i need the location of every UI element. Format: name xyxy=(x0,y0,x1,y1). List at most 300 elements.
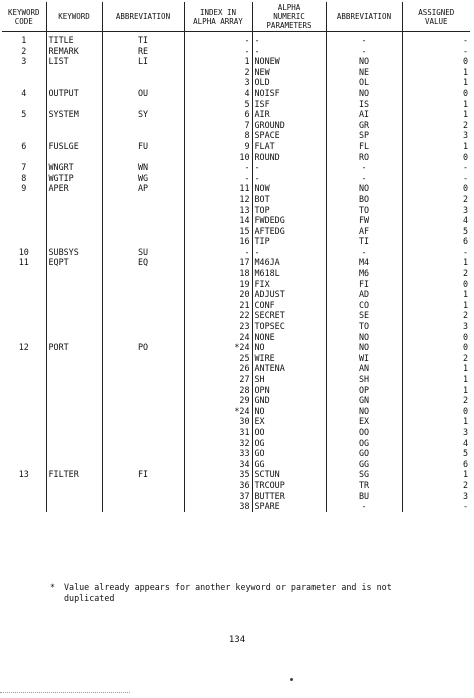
abbreviation-cell xyxy=(102,99,184,110)
assigned-value-cell: - xyxy=(462,246,468,257)
parameter-abbreviation-cell: NO xyxy=(326,56,402,67)
assigned-value-cell: 3 xyxy=(462,426,468,437)
abbreviation-cell xyxy=(102,427,184,438)
alpha-index-cell: 1 xyxy=(184,56,252,67)
table-body xyxy=(2,32,470,512)
abbreviation-cell xyxy=(102,448,184,459)
keyword-cell xyxy=(46,363,102,374)
assigned-value-cell: 4 xyxy=(462,437,468,448)
alpha-index-cell: 27 xyxy=(184,374,252,385)
parameter-abbreviation-cell: AI xyxy=(326,109,402,120)
parameter-cell: BOT xyxy=(252,194,326,205)
table-row xyxy=(2,363,470,374)
assigned-value-cell: 1 xyxy=(462,384,468,395)
assigned-value-cell: 0 xyxy=(462,331,468,342)
footnote-line-1: Value already appears for another keyword or parameter and is not xyxy=(64,582,392,592)
parameter-abbreviation-cell: SE xyxy=(326,310,402,321)
keyword-cell xyxy=(46,67,102,78)
keyword-code-cell xyxy=(2,300,46,311)
parameter-cell: - xyxy=(252,247,326,258)
table-row xyxy=(2,501,470,512)
parameter-cell: FLAT xyxy=(252,141,326,152)
table-row xyxy=(2,300,470,311)
table-row xyxy=(2,427,470,438)
parameter-cell: EX xyxy=(252,416,326,427)
abbreviation-cell xyxy=(102,300,184,311)
abbreviation-cell xyxy=(102,416,184,427)
assigned-value-cell: 2 xyxy=(462,479,468,490)
alpha-index-cell: 3 xyxy=(184,77,252,88)
keyword-code-cell: 4 xyxy=(2,88,46,99)
header-abbreviation: ABBREVIATION xyxy=(102,2,184,32)
keyword-code-cell xyxy=(2,459,46,470)
header-row xyxy=(2,2,470,32)
alpha-index-cell: 21 xyxy=(184,300,252,311)
keyword-code-cell xyxy=(2,67,46,78)
alpha-index-cell: 22 xyxy=(184,310,252,321)
assigned-value-cell: 0 xyxy=(462,342,468,353)
keyword-cell xyxy=(46,226,102,237)
table-row xyxy=(2,77,470,88)
alpha-index-cell: 38 xyxy=(184,501,252,512)
keyword-code-cell xyxy=(2,310,46,321)
keyword-cell: TITLE xyxy=(46,32,102,46)
alpha-index-cell: 36 xyxy=(184,480,252,491)
table-row xyxy=(2,342,470,353)
alpha-index-cell: 24 xyxy=(184,332,252,343)
parameter-cell: OO xyxy=(252,427,326,438)
assigned-value-cell: 5 xyxy=(462,225,468,236)
assigned-value-cell: - xyxy=(462,172,468,183)
assigned-value-cell: 3 xyxy=(462,130,468,141)
page-number: 134 xyxy=(228,635,246,645)
keyword-code-cell xyxy=(2,363,46,374)
parameter-cell: - xyxy=(252,32,326,46)
table-row xyxy=(2,162,470,173)
parameter-cell: NEW xyxy=(252,67,326,78)
parameter-abbreviation-cell: BO xyxy=(326,194,402,205)
alpha-index-cell: 23 xyxy=(184,321,252,332)
abbreviation-cell: LI xyxy=(102,56,184,67)
parameter-cell: ADJUST xyxy=(252,289,326,300)
alpha-index-cell: 30 xyxy=(184,416,252,427)
abbreviation-cell xyxy=(102,194,184,205)
abbreviation-cell: AP xyxy=(102,183,184,194)
assigned-value-cell: 2 xyxy=(462,395,468,406)
parameter-abbreviation-cell: FL xyxy=(326,141,402,152)
assigned-value-cell: - xyxy=(462,162,468,173)
keyword-cell xyxy=(46,310,102,321)
header-assigned-value: ASSIGNED VALUE xyxy=(402,2,470,32)
keyword-cell xyxy=(46,385,102,396)
alpha-index-cell: 12 xyxy=(184,194,252,205)
abbreviation-cell: WN xyxy=(102,162,184,173)
alpha-index-cell: 17 xyxy=(184,257,252,268)
abbreviation-cell xyxy=(102,459,184,470)
assigned-value-cell: 0 xyxy=(462,278,468,289)
scan-edge-mark xyxy=(0,692,130,693)
keyword-cell: LIST xyxy=(46,56,102,67)
assigned-value-cell: 1 xyxy=(462,257,468,268)
assigned-value-cell: 2 xyxy=(462,193,468,204)
alpha-index-cell: 14 xyxy=(184,215,252,226)
keyword-cell: WGTIP xyxy=(46,173,102,184)
table-row xyxy=(2,416,470,427)
parameter-cell: WIRE xyxy=(252,353,326,364)
parameter-cell: CONF xyxy=(252,300,326,311)
table-row xyxy=(2,374,470,385)
parameter-abbreviation-cell: IS xyxy=(326,99,402,110)
abbreviation-cell: SU xyxy=(102,247,184,258)
abbreviation-cell: FI xyxy=(102,469,184,480)
assigned-value-cell: 6 xyxy=(462,458,468,469)
header-alpha-numeric-parameters: ALPHA NUMERIC PARAMETERS xyxy=(252,2,326,32)
assigned-value-cell: 5 xyxy=(462,448,468,459)
table-row xyxy=(2,279,470,290)
keyword-cell xyxy=(46,152,102,163)
keyword-cell xyxy=(46,459,102,470)
header-parameter-abbreviation: ABBREVIATION xyxy=(326,2,402,32)
keyword-code-cell xyxy=(2,332,46,343)
parameter-cell: TOPSEC xyxy=(252,321,326,332)
table-row xyxy=(2,173,470,184)
table-row xyxy=(2,310,470,321)
keyword-cell: FILTER xyxy=(46,469,102,480)
keyword-cell xyxy=(46,99,102,110)
abbreviation-cell xyxy=(102,374,184,385)
parameter-cell: NO xyxy=(252,406,326,417)
keyword-cell xyxy=(46,501,102,512)
keyword-cell: OUTPUT xyxy=(46,88,102,99)
table-row xyxy=(2,268,470,279)
assigned-value-cell: 3 xyxy=(462,490,468,501)
keyword-cell xyxy=(46,300,102,311)
keyword-cell: SUBSYS xyxy=(46,247,102,258)
keyword-cell xyxy=(46,427,102,438)
abbreviation-cell: TI xyxy=(102,32,184,46)
alpha-index-cell: - xyxy=(184,32,252,46)
keyword-code-cell xyxy=(2,406,46,417)
parameter-cell: FIX xyxy=(252,279,326,290)
parameter-cell: - xyxy=(252,162,326,173)
parameter-cell: SH xyxy=(252,374,326,385)
keyword-code-cell xyxy=(2,289,46,300)
parameter-abbreviation-cell: NO xyxy=(326,88,402,99)
keyword-code-cell xyxy=(2,77,46,88)
alpha-index-cell: 8 xyxy=(184,130,252,141)
parameter-abbreviation-cell: - xyxy=(326,247,402,258)
keyword-code-cell xyxy=(2,501,46,512)
keyword-code-cell xyxy=(2,491,46,502)
alpha-index-cell: 20 xyxy=(184,289,252,300)
assigned-value-cell: 1 xyxy=(462,289,468,300)
keyword-code-cell: 12 xyxy=(2,342,46,353)
parameter-cell: GND xyxy=(252,395,326,406)
table-row xyxy=(2,469,470,480)
keyword-code-cell: 6 xyxy=(2,141,46,152)
alpha-index-cell: *24 xyxy=(184,342,252,353)
table-row xyxy=(2,205,470,216)
keyword-code-cell xyxy=(2,236,46,247)
parameter-cell: AFTEDG xyxy=(252,226,326,237)
keyword-cell xyxy=(46,215,102,226)
keyword-code-cell: 3 xyxy=(2,56,46,67)
alpha-index-cell: - xyxy=(184,162,252,173)
assigned-value-cell: - xyxy=(462,45,468,56)
keyword-cell xyxy=(46,77,102,88)
table-row xyxy=(2,32,470,46)
parameter-abbreviation-cell: CO xyxy=(326,300,402,311)
keyword-cell xyxy=(46,406,102,417)
keyword-cell: WNGRT xyxy=(46,162,102,173)
alpha-index-cell: 5 xyxy=(184,99,252,110)
scan-speck xyxy=(290,678,293,681)
parameter-abbreviation-cell: M6 xyxy=(326,268,402,279)
assigned-value-cell: - xyxy=(462,501,468,512)
parameter-abbreviation-cell: TR xyxy=(326,480,402,491)
parameter-cell: OG xyxy=(252,438,326,449)
parameter-cell: TIP xyxy=(252,236,326,247)
parameter-abbreviation-cell: SG xyxy=(326,469,402,480)
abbreviation-cell xyxy=(102,67,184,78)
abbreviation-cell xyxy=(102,130,184,141)
keyword-code-cell: 8 xyxy=(2,173,46,184)
parameter-cell: FWDEDG xyxy=(252,215,326,226)
abbreviation-cell xyxy=(102,310,184,321)
table-row xyxy=(2,448,470,459)
assigned-value-cell: 1 xyxy=(462,77,468,88)
keyword-code-cell: 10 xyxy=(2,247,46,258)
alpha-index-cell: 35 xyxy=(184,469,252,480)
assigned-value-cell: 0 xyxy=(462,87,468,98)
parameter-abbreviation-cell: AF xyxy=(326,226,402,237)
parameter-abbreviation-cell: NO xyxy=(326,183,402,194)
parameter-abbreviation-cell: - xyxy=(326,501,402,512)
table-row xyxy=(2,109,470,120)
assigned-value-cell: 0 xyxy=(462,56,468,67)
table-row xyxy=(2,194,470,205)
assigned-value-cell: 2 xyxy=(462,352,468,363)
keyword-code-cell xyxy=(2,427,46,438)
abbreviation-cell: OU xyxy=(102,88,184,99)
keyword-code-cell: 7 xyxy=(2,162,46,173)
parameter-cell: GG xyxy=(252,459,326,470)
abbreviation-cell xyxy=(102,205,184,216)
table-row xyxy=(2,257,470,268)
table-row xyxy=(2,480,470,491)
keyword-code-cell xyxy=(2,130,46,141)
assigned-value-cell: 3 xyxy=(462,204,468,215)
assigned-value-cell: 0 xyxy=(462,151,468,162)
footnote-line-2: duplicated xyxy=(64,593,115,603)
abbreviation-cell xyxy=(102,395,184,406)
abbreviation-cell xyxy=(102,215,184,226)
assigned-value-cell: 1 xyxy=(462,469,468,480)
parameter-cell: TRCOUP xyxy=(252,480,326,491)
abbreviation-cell: FU xyxy=(102,141,184,152)
parameter-abbreviation-cell: NO xyxy=(326,406,402,417)
parameter-cell: NOISF xyxy=(252,88,326,99)
alpha-index-cell: 37 xyxy=(184,491,252,502)
keyword-code-cell xyxy=(2,194,46,205)
keyword-cell xyxy=(46,120,102,131)
parameter-cell: SCTUN xyxy=(252,469,326,480)
alpha-index-cell: 15 xyxy=(184,226,252,237)
parameter-abbreviation-cell: OG xyxy=(326,438,402,449)
parameter-cell: ROUND xyxy=(252,152,326,163)
parameter-abbreviation-cell: NO xyxy=(326,332,402,343)
parameter-abbreviation-cell: OO xyxy=(326,427,402,438)
table-row xyxy=(2,183,470,194)
assigned-value-cell: 1 xyxy=(462,109,468,120)
parameter-abbreviation-cell: EX xyxy=(326,416,402,427)
parameter-cell: NOW xyxy=(252,183,326,194)
parameter-abbreviation-cell: - xyxy=(326,173,402,184)
assigned-value-cell: 1 xyxy=(462,66,468,77)
abbreviation-cell xyxy=(102,385,184,396)
parameter-abbreviation-cell: RO xyxy=(326,152,402,163)
assigned-value-cell: 1 xyxy=(462,363,468,374)
keyword-code-cell xyxy=(2,353,46,364)
keyword-code-cell: 1 xyxy=(2,32,46,46)
footnote-asterisk: * xyxy=(50,582,56,592)
alpha-index-cell: 26 xyxy=(184,363,252,374)
assigned-value-cell: 1 xyxy=(462,374,468,384)
alpha-index-cell: 31 xyxy=(184,427,252,438)
header-keyword: KEYWORD xyxy=(46,2,102,32)
parameter-abbreviation-cell: AN xyxy=(326,363,402,374)
parameter-abbreviation-cell: AD xyxy=(326,289,402,300)
keyword-code-cell xyxy=(2,395,46,406)
abbreviation-cell xyxy=(102,279,184,290)
keyword-cell xyxy=(46,395,102,406)
keyword-code-cell: 2 xyxy=(2,46,46,57)
keyword-cell: EQPT xyxy=(46,257,102,268)
footnote xyxy=(50,582,460,604)
keyword-code-cell xyxy=(2,374,46,385)
parameter-abbreviation-cell: TO xyxy=(326,205,402,216)
keyword-code-cell xyxy=(2,438,46,449)
parameter-abbreviation-cell: BU xyxy=(326,491,402,502)
assigned-value-cell: 3 xyxy=(462,321,468,332)
parameter-abbreviation-cell: TI xyxy=(326,236,402,247)
assigned-value-cell: - xyxy=(462,35,468,45)
assigned-value-cell: 4 xyxy=(462,215,468,226)
parameter-abbreviation-cell: TO xyxy=(326,321,402,332)
keyword-code-cell: 9 xyxy=(2,183,46,194)
parameter-abbreviation-cell: - xyxy=(326,46,402,57)
keyword-code-cell: 11 xyxy=(2,257,46,268)
keyword-cell xyxy=(46,438,102,449)
parameter-cell: ISF xyxy=(252,99,326,110)
parameter-cell: NONE xyxy=(252,332,326,343)
alpha-index-cell: 28 xyxy=(184,385,252,396)
abbreviation-cell xyxy=(102,120,184,131)
table-row xyxy=(2,332,470,343)
parameter-abbreviation-cell: OL xyxy=(326,77,402,88)
table-row xyxy=(2,46,470,57)
keyword-cell xyxy=(46,321,102,332)
keyword-code-cell: 5 xyxy=(2,109,46,120)
parameter-abbreviation-cell: NE xyxy=(326,67,402,78)
assigned-value-cell: 1 xyxy=(462,299,468,310)
alpha-index-cell: 6 xyxy=(184,109,252,120)
header-keyword-code: KEYWORD CODE xyxy=(2,2,46,32)
table-row xyxy=(2,385,470,396)
abbreviation-cell xyxy=(102,321,184,332)
abbreviation-cell xyxy=(102,491,184,502)
alpha-index-cell: 16 xyxy=(184,236,252,247)
table-row xyxy=(2,395,470,406)
keyword-cell xyxy=(46,491,102,502)
table-row xyxy=(2,56,470,67)
table-row xyxy=(2,88,470,99)
alpha-index-cell: 29 xyxy=(184,395,252,406)
assigned-value-cell: 6 xyxy=(462,236,468,247)
keyword-code-cell xyxy=(2,226,46,237)
alpha-index-cell: - xyxy=(184,173,252,184)
alpha-index-cell: 19 xyxy=(184,279,252,290)
alpha-index-cell: 32 xyxy=(184,438,252,449)
abbreviation-cell xyxy=(102,363,184,374)
keyword-parameter-table xyxy=(2,2,470,512)
abbreviation-cell: SY xyxy=(102,109,184,120)
table-row xyxy=(2,120,470,131)
abbreviation-cell xyxy=(102,236,184,247)
parameter-cell: NONEW xyxy=(252,56,326,67)
parameter-cell: - xyxy=(252,46,326,57)
keyword-cell: APER xyxy=(46,183,102,194)
parameter-cell: M46JA xyxy=(252,257,326,268)
parameter-cell: BUTTER xyxy=(252,491,326,502)
abbreviation-cell xyxy=(102,332,184,343)
parameter-abbreviation-cell: - xyxy=(326,162,402,173)
keyword-cell xyxy=(46,353,102,364)
abbreviation-cell xyxy=(102,289,184,300)
keyword-code-cell xyxy=(2,99,46,110)
keyword-cell xyxy=(46,279,102,290)
parameter-abbreviation-cell: FI xyxy=(326,279,402,290)
table-row xyxy=(2,141,470,152)
alpha-index-cell: - xyxy=(184,46,252,57)
parameter-abbreviation-cell: SP xyxy=(326,130,402,141)
parameter-cell: - xyxy=(252,173,326,184)
keyword-cell xyxy=(46,448,102,459)
assigned-value-cell: 2 xyxy=(462,119,468,130)
abbreviation-cell: EQ xyxy=(102,257,184,268)
abbreviation-cell: RE xyxy=(102,46,184,57)
alpha-index-cell: 25 xyxy=(184,353,252,364)
parameter-cell: TOP xyxy=(252,205,326,216)
keyword-cell: FUSLGE xyxy=(46,141,102,152)
abbreviation-cell xyxy=(102,226,184,237)
parameter-abbreviation-cell: GO xyxy=(326,448,402,459)
parameter-abbreviation-cell: GG xyxy=(326,459,402,470)
assigned-value-cell: 2 xyxy=(462,268,468,279)
alpha-index-cell: 7 xyxy=(184,120,252,131)
table-row xyxy=(2,152,470,163)
keyword-code-cell xyxy=(2,279,46,290)
parameter-cell: OLD xyxy=(252,77,326,88)
alpha-index-cell: 11 xyxy=(184,183,252,194)
table-row xyxy=(2,321,470,332)
abbreviation-cell xyxy=(102,438,184,449)
parameter-abbreviation-cell: SH xyxy=(326,374,402,385)
keyword-code-cell xyxy=(2,321,46,332)
parameter-abbreviation-cell: GN xyxy=(326,395,402,406)
assigned-value-cell: 1 xyxy=(462,416,468,427)
alpha-index-cell: 18 xyxy=(184,268,252,279)
